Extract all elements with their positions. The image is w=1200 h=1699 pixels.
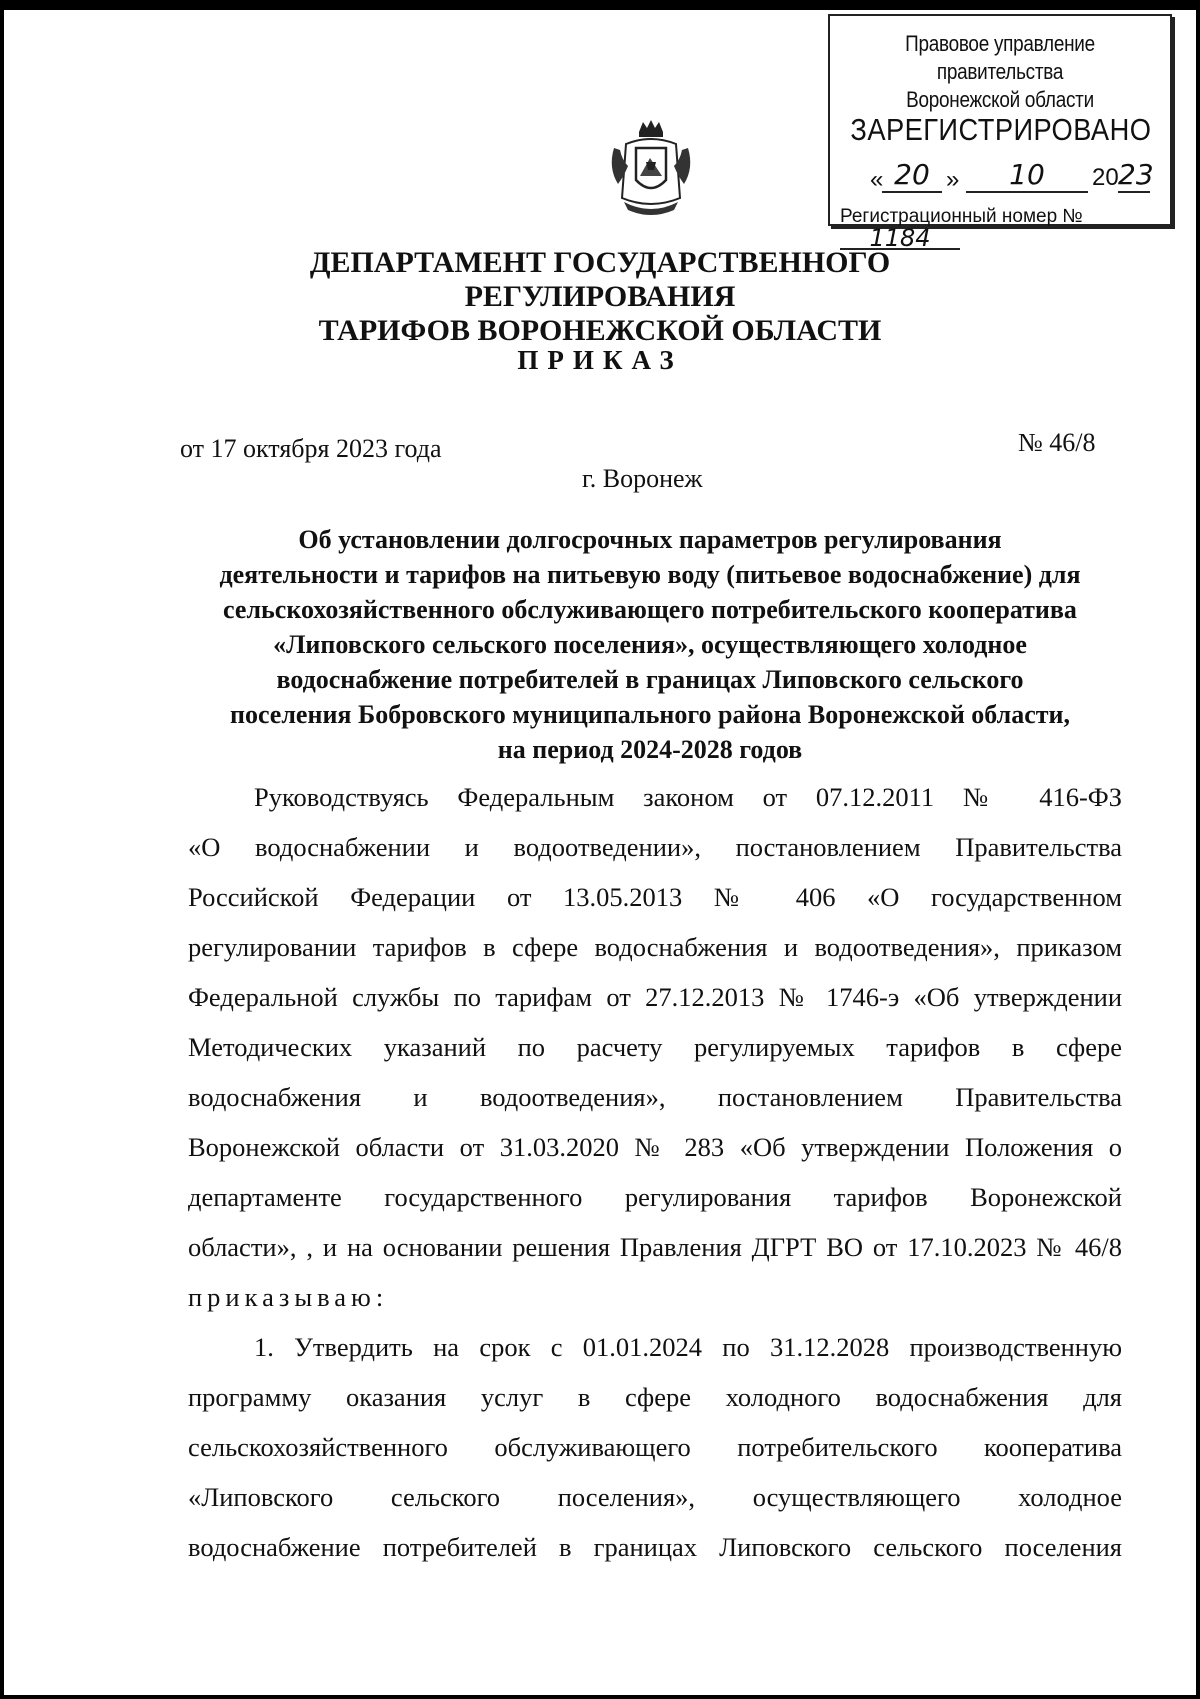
item-line: водоснабжение потребителей в границах Липовского сельского поселения — [188, 1532, 1122, 1562]
stamp-organization — [854, 30, 1146, 114]
stamp-date-year-prefix: 20 — [1092, 164, 1119, 191]
subject-line: на период 2024-2028 годов — [497, 735, 803, 764]
order-city: г. Воронеж — [582, 464, 703, 493]
department-title-line: ДЕПАРТАМЕНТ ГОСУДАРСТВЕННОГО РЕГУЛИРОВАНИЯ — [309, 246, 891, 313]
subject-line: Об установлении долгосрочных параметров регулирования — [298, 525, 1002, 554]
department-title-line: ТАРИФОВ ВОРОНЕЖСКОЙ ОБЛАСТИ — [318, 314, 882, 347]
stamp-date-day: 20 — [882, 158, 942, 193]
preamble-line: Руководствуясь Федеральным законом от 07.12.2011 № 416-ФЗ — [254, 782, 1122, 812]
subject-line: водоснабжение потребителей в границах Липовского сельского — [276, 665, 1024, 694]
order-title: ПРИКАЗ — [517, 345, 683, 375]
stamp-org-line: Воронежской области — [906, 87, 1094, 112]
stamp-regnum-label: Регистрационный номер № — [840, 206, 1083, 227]
preamble-line: Воронежской области от 31.03.2020 № 283 «Об утверждении Положения о — [188, 1132, 1122, 1162]
stamp-registered-label: ЗАРЕГИСТРИРОВАНО — [850, 112, 1152, 147]
item-line: «Липовского сельского поселения», осуществляющего холодное — [188, 1482, 1122, 1512]
preamble-line: Методических указаний по расчету регулируемых тарифов в сфере — [188, 1032, 1122, 1062]
order-date: от 17 октября 2023 года — [180, 434, 442, 463]
scan-border — [0, 1695, 1200, 1699]
scan-border — [0, 0, 4, 1699]
subject-line: поселения Бобровского муниципального района Воронежской области, — [229, 700, 1071, 729]
department-title — [200, 246, 1000, 348]
scan-border — [0, 0, 1200, 10]
stamp-date-month: 10 — [966, 158, 1088, 193]
preamble-line: Российской Федерации от 13.05.2013 № 406 «О государственном — [188, 882, 1122, 912]
scan-border — [1196, 0, 1200, 1699]
stamp-date-year-suffix: 23 — [1118, 158, 1154, 191]
stamp-regnum-value: 1184 — [840, 228, 960, 250]
preamble-line: департаменте государственного регулирования тарифов Воронежской — [188, 1182, 1122, 1212]
preamble-line: области», , и на основании решения Правления ДГРТ ВО от 17.10.2023 № 46/8 — [188, 1232, 1122, 1262]
item-line: программу оказания услуг в сфере холодного водоснабжения для — [188, 1382, 1122, 1412]
preamble-line: «О водоснабжении и водоотведении», постановлением Правительства — [188, 832, 1122, 862]
subject-line: сельскохозяйственного обслуживающего потребительского кооператива — [223, 595, 1077, 624]
item-line: сельскохозяйственного обслуживающего потребительского кооператива — [188, 1432, 1122, 1462]
subject-line: деятельности и тарифов на питьевую воду (питьевое водоснабжение) для — [219, 560, 1081, 589]
preamble-line: Федеральной службы по тарифам от 27.12.2013 № 1746-э «Об утверждении — [188, 982, 1122, 1012]
order-number: № 46/8 — [1018, 428, 1096, 457]
stamp-date: « 20 » 10 20 23 — [870, 158, 1154, 193]
preamble-line: водоснабжения и водоотведения», постановлением Правительства — [188, 1082, 1122, 1112]
subject-line: «Липовского сельского поселения», осуществляющего холодное — [273, 630, 1027, 659]
directive-word: приказываю: — [188, 1282, 389, 1312]
order-subject — [170, 522, 1130, 767]
coat-of-arms-icon — [606, 118, 696, 218]
item-line: 1. Утвердить на срок с 01.01.2024 по 31.12.2028 производственную — [254, 1332, 1122, 1362]
order-body — [188, 772, 1122, 1572]
preamble-line: регулировании тарифов в сфере водоснабжения и водоотведения», приказом — [188, 932, 1122, 962]
stamp-org-line: Правовое управление правительства — [905, 31, 1095, 84]
registration-stamp — [828, 14, 1172, 252]
